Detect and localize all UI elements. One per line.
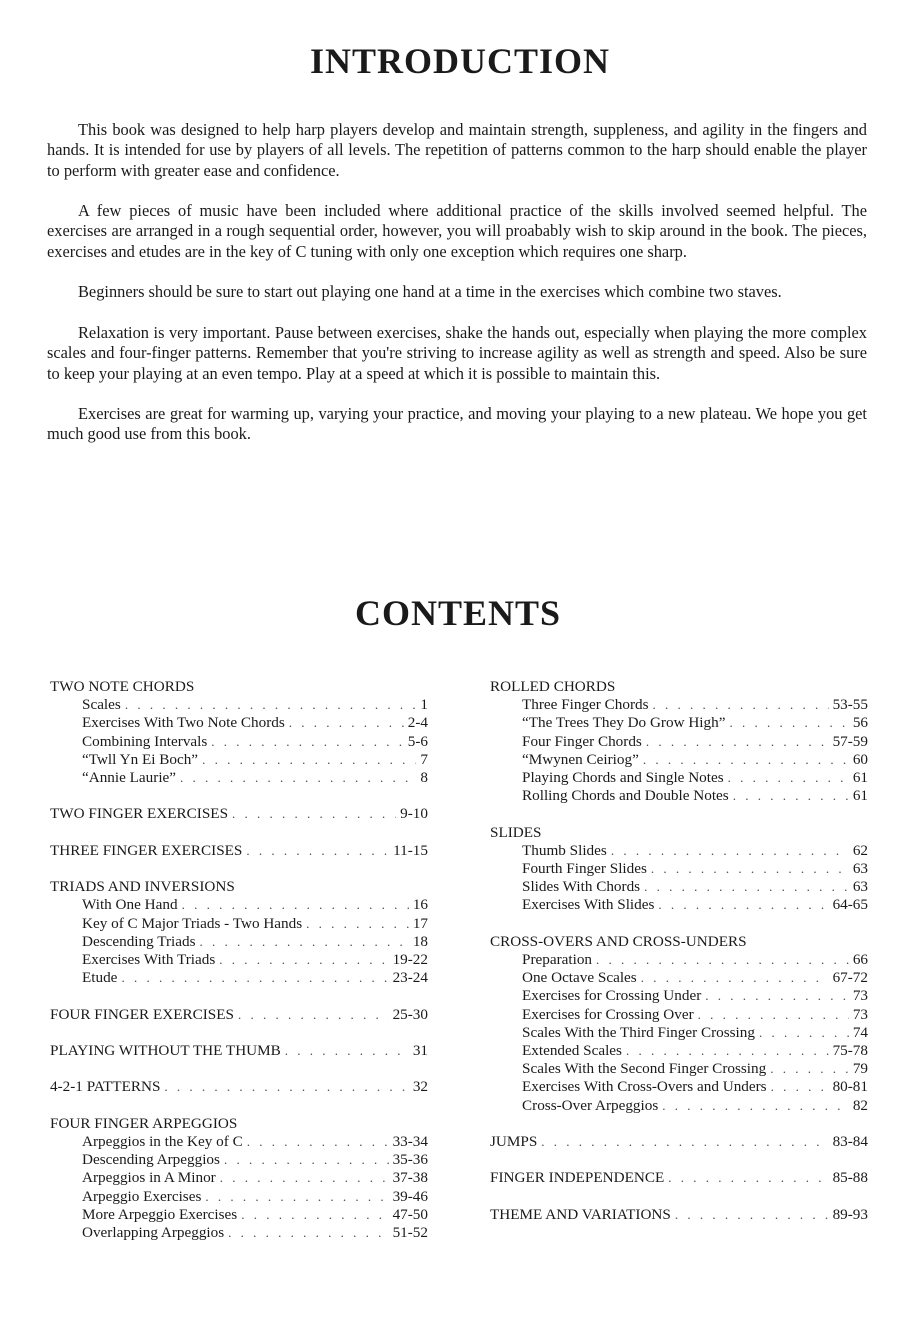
toc-section bbox=[50, 678, 428, 787]
toc-entry-label: Four Finger Chords bbox=[522, 732, 642, 750]
toc-entry-label: Slides With Chords bbox=[522, 878, 641, 896]
toc-page-number: 2-4 bbox=[407, 714, 428, 732]
introduction-body bbox=[47, 120, 867, 465]
toc-section-heading: CROSS-OVERS AND CROSS-UNDERS bbox=[490, 932, 747, 950]
toc-page-number: 51-52 bbox=[392, 1223, 428, 1241]
toc-heading-label: 4-2-1 PATTERNS bbox=[50, 1078, 161, 1096]
toc-section bbox=[50, 1078, 428, 1096]
toc-entry bbox=[50, 733, 428, 751]
toc-entry-label: “Annie Laurie” bbox=[82, 769, 177, 787]
toc-entry bbox=[490, 896, 868, 914]
toc-entry-label: With One Hand bbox=[82, 896, 178, 914]
toc-section-heading bbox=[490, 1169, 868, 1187]
toc-entry bbox=[50, 769, 428, 787]
toc-leader-dots bbox=[643, 751, 849, 769]
toc-leader-dots bbox=[698, 1006, 849, 1024]
toc-page-number: 61 bbox=[852, 787, 868, 805]
toc-page-number: 25-30 bbox=[392, 1005, 428, 1023]
toc-leader-dots bbox=[644, 878, 849, 896]
toc-entry-label: “The Trees They Do Grow High” bbox=[522, 714, 726, 732]
toc-leader-dots bbox=[199, 933, 408, 951]
toc-page-number: 83-84 bbox=[832, 1133, 868, 1151]
toc-leader-dots bbox=[306, 915, 409, 933]
toc-leader-dots bbox=[641, 969, 829, 987]
toc-entry bbox=[490, 696, 868, 714]
toc-page-number: 89-93 bbox=[832, 1205, 868, 1223]
intro-paragraph: Exercises are great for warming up, varying your practice, and moving your playing to a new plateau. We hope you get much good use from this book. bbox=[47, 404, 867, 444]
toc-leader-dots bbox=[729, 714, 848, 732]
toc-section bbox=[490, 1206, 868, 1224]
toc-page-number: 66 bbox=[852, 951, 868, 969]
toc-leader-dots bbox=[611, 842, 849, 860]
toc-page-number: 1 bbox=[420, 696, 428, 714]
toc-page-number: 8 bbox=[420, 769, 428, 787]
toc-entry bbox=[50, 714, 428, 732]
toc-section-heading: TWO NOTE CHORDS bbox=[50, 678, 195, 695]
introduction-title: INTRODUCTION bbox=[309, 41, 611, 81]
toc-leader-dots bbox=[662, 1097, 849, 1115]
toc-page-number: 5-6 bbox=[407, 732, 428, 750]
toc-page-number: 17 bbox=[412, 914, 428, 932]
toc-page-number: 9-10 bbox=[400, 805, 428, 823]
toc-leader-dots bbox=[232, 805, 396, 823]
toc-page-number: 37-38 bbox=[392, 1169, 428, 1187]
toc-leader-dots bbox=[675, 1206, 829, 1224]
toc-section bbox=[490, 933, 868, 1115]
toc-section-heading bbox=[50, 842, 428, 860]
toc-page-number: 67-72 bbox=[832, 969, 868, 987]
toc-entry bbox=[50, 1169, 428, 1187]
toc-page-number: 73 bbox=[852, 1005, 868, 1023]
toc-entry-label: Key of C Major Triads - Two Hands bbox=[82, 914, 303, 932]
toc-section-heading: TRIADS AND INVERSIONS bbox=[50, 878, 235, 896]
toc-leader-dots bbox=[651, 860, 849, 878]
toc-heading-label: FOUR FINGER EXERCISES bbox=[50, 1005, 234, 1023]
toc-entry bbox=[490, 733, 868, 751]
toc-page-number: 53-55 bbox=[832, 696, 868, 714]
toc-entry-label: Exercises for Crossing Over bbox=[522, 1005, 694, 1023]
toc-entry bbox=[490, 1006, 868, 1024]
toc-heading-label: FINGER INDEPENDENCE bbox=[490, 1169, 665, 1187]
toc-entry-label: Rolling Chords and Double Notes bbox=[522, 787, 729, 805]
toc-leader-dots bbox=[182, 896, 409, 914]
toc-section bbox=[50, 805, 428, 823]
toc-page-number: 74 bbox=[852, 1023, 868, 1041]
toc-entry bbox=[490, 751, 868, 769]
toc-leader-dots bbox=[219, 951, 388, 969]
toc-entry bbox=[490, 1078, 868, 1096]
toc-entry-label: Etude bbox=[82, 969, 118, 987]
toc-section-heading: ROLLED CHORDS bbox=[490, 678, 616, 695]
toc-heading-label: THREE FINGER EXERCISES bbox=[50, 841, 243, 859]
toc-section-heading bbox=[50, 1006, 428, 1024]
toc-section bbox=[50, 1115, 428, 1242]
toc-heading-label: TWO FINGER EXERCISES bbox=[50, 805, 229, 823]
intro-paragraph: A few pieces of music have been included where additional practice of the skills involved seemed helpful. The exercises are arranged in a rough sequential order, however, you will proabably wish to skip around in the book. The pieces, exercises and etudes are in the key of C tuning with only one exception which requires one sharp. bbox=[47, 201, 867, 261]
toc-entry bbox=[490, 842, 868, 860]
toc-leader-dots bbox=[202, 751, 416, 769]
toc-entry-label: Exercises With Two Note Chords bbox=[82, 714, 285, 732]
toc-page-number: 56 bbox=[852, 714, 868, 732]
toc-entry-label: Cross-Over Arpeggios bbox=[522, 1096, 659, 1114]
toc-entry-label: “Twll Yn Ei Boch” bbox=[82, 750, 199, 768]
toc-leader-dots bbox=[646, 733, 829, 751]
toc-section bbox=[490, 1133, 868, 1151]
toc-page-number: 60 bbox=[852, 750, 868, 768]
toc-entry bbox=[490, 860, 868, 878]
toc-page-number: 75-78 bbox=[832, 1042, 868, 1060]
toc-leader-dots bbox=[285, 1042, 409, 1060]
toc-leader-dots bbox=[771, 1078, 829, 1096]
toc-entry bbox=[50, 969, 428, 987]
toc-leader-dots bbox=[668, 1169, 828, 1187]
toc-entry bbox=[50, 696, 428, 714]
toc-entry bbox=[50, 933, 428, 951]
toc-leader-dots bbox=[220, 1169, 389, 1187]
toc-entry-label: “Mwynen Ceiriog” bbox=[522, 750, 639, 768]
toc-heading-label: JUMPS bbox=[490, 1133, 538, 1151]
toc-entry bbox=[50, 896, 428, 914]
toc-page-number: 16 bbox=[412, 896, 428, 914]
toc-page-number: 63 bbox=[852, 878, 868, 896]
toc-entry bbox=[50, 951, 428, 969]
toc-section-heading: SLIDES bbox=[490, 823, 542, 841]
toc-page-number: 62 bbox=[852, 841, 868, 859]
toc-leader-dots bbox=[541, 1133, 828, 1151]
toc-entry-label: Scales With the Third Finger Crossing bbox=[522, 1023, 755, 1041]
toc-entry-label: Exercises With Triads bbox=[82, 951, 216, 968]
toc-entry bbox=[50, 1133, 428, 1151]
toc-entry-label: Scales With the Second Finger Crossing bbox=[522, 1060, 767, 1078]
intro-paragraph: Relaxation is very important. Pause between exercises, shake the hands out, especially when playing the more complex scales and four-finger patterns. Remember that you're striving to increase agility as well as strength and speed. Also be sure to keep your playing at an even tempo. Play at a speed at which it is possible to maintain this. bbox=[47, 322, 867, 383]
toc-leader-dots bbox=[705, 987, 849, 1005]
toc-heading-label: THEME AND VARIATIONS bbox=[490, 1205, 671, 1223]
toc-entry bbox=[50, 1206, 428, 1224]
toc-entry bbox=[50, 915, 428, 933]
toc-section bbox=[50, 1042, 428, 1060]
toc-entry bbox=[490, 1024, 868, 1042]
toc-page-number: 32 bbox=[412, 1078, 428, 1096]
toc-entry-label: Descending Arpeggios bbox=[82, 1151, 220, 1169]
toc-leader-dots bbox=[241, 1206, 388, 1224]
toc-section bbox=[50, 842, 428, 860]
toc-leader-dots bbox=[733, 787, 849, 805]
toc-entry bbox=[490, 1097, 868, 1115]
toc-entry-label: One Octave Scales bbox=[522, 969, 637, 987]
toc-leader-dots bbox=[238, 1006, 389, 1024]
toc-leader-dots bbox=[247, 1133, 389, 1151]
toc-leader-dots bbox=[626, 1042, 829, 1060]
toc-entry-label: Exercises for Crossing Under bbox=[522, 987, 702, 1005]
toc-entry bbox=[50, 1151, 428, 1169]
toc-leader-dots bbox=[205, 1188, 388, 1206]
toc-entry-label: Overlapping Arpeggios bbox=[82, 1223, 225, 1241]
toc-section bbox=[490, 824, 868, 915]
toc-entry-label: Thumb Slides bbox=[522, 841, 607, 859]
toc-page-number: 61 bbox=[852, 769, 868, 787]
toc-section-heading bbox=[50, 805, 428, 823]
toc-entry-label: Three Finger Chords bbox=[522, 696, 649, 714]
toc-section-heading bbox=[50, 1078, 428, 1096]
toc-entry-label: Scales bbox=[82, 696, 121, 714]
toc-leader-dots bbox=[653, 696, 829, 714]
toc-leader-dots bbox=[180, 769, 416, 787]
toc-section-heading bbox=[490, 1206, 868, 1224]
toc-leader-dots bbox=[228, 1224, 388, 1242]
toc-page-number: 39-46 bbox=[392, 1187, 428, 1205]
contents-title: CONTENTS bbox=[354, 593, 562, 633]
toc-entry bbox=[490, 951, 868, 969]
toc-leader-dots bbox=[728, 769, 849, 787]
toc-page-number: 18 bbox=[412, 932, 428, 950]
toc-entry bbox=[490, 769, 868, 787]
toc-leader-dots bbox=[246, 842, 389, 860]
toc-page-number: 47-50 bbox=[392, 1205, 428, 1223]
toc-entry bbox=[50, 751, 428, 769]
toc-entry bbox=[490, 1042, 868, 1060]
toc-leader-dots bbox=[211, 733, 403, 751]
toc-entry-label: More Arpeggio Exercises bbox=[82, 1205, 238, 1223]
toc-heading-label: PLAYING WITHOUT THE THUMB bbox=[50, 1041, 281, 1059]
contents-right-column bbox=[490, 678, 868, 1242]
toc-leader-dots bbox=[770, 1060, 849, 1078]
toc-entry-label: Exercises With Cross-Overs and Unders bbox=[522, 1078, 767, 1096]
toc-entry bbox=[50, 1188, 428, 1206]
toc-entry bbox=[490, 787, 868, 805]
toc-page-number: 31 bbox=[412, 1041, 428, 1059]
toc-page-number: 85-88 bbox=[832, 1169, 868, 1187]
toc-entry bbox=[490, 987, 868, 1005]
toc-page-number: 79 bbox=[852, 1060, 868, 1078]
toc-section-heading bbox=[490, 1133, 868, 1151]
toc-page-number: 73 bbox=[852, 987, 868, 1005]
toc-entry-label: Exercises With Slides bbox=[522, 896, 655, 914]
toc-leader-dots bbox=[759, 1024, 849, 1042]
toc-page-number: 35-36 bbox=[392, 1151, 428, 1169]
toc-leader-dots bbox=[125, 696, 417, 714]
toc-entry bbox=[490, 1060, 868, 1078]
contents-left-column bbox=[50, 678, 428, 1260]
toc-page-number: 33-34 bbox=[392, 1132, 428, 1150]
toc-entry-label: Combining Intervals bbox=[82, 732, 208, 750]
toc-leader-dots bbox=[289, 714, 404, 732]
toc-section-heading bbox=[50, 1042, 428, 1060]
toc-page-number: 80-81 bbox=[832, 1078, 868, 1096]
toc-page-number: 11-15 bbox=[393, 841, 428, 859]
toc-page-number: 19-22 bbox=[392, 951, 428, 968]
toc-entry-label: Preparation bbox=[522, 951, 593, 969]
toc-entry-label: Arpeggios in the Key of C bbox=[82, 1132, 243, 1150]
toc-section-heading: FOUR FINGER ARPEGGIOS bbox=[50, 1114, 238, 1132]
toc-page-number: 57-59 bbox=[832, 732, 868, 750]
toc-section bbox=[490, 678, 868, 805]
toc-entry bbox=[490, 969, 868, 987]
toc-page-number: 23-24 bbox=[392, 969, 428, 987]
toc-section bbox=[490, 1169, 868, 1187]
toc-section bbox=[50, 878, 428, 987]
toc-entry bbox=[490, 714, 868, 732]
toc-leader-dots bbox=[121, 969, 388, 987]
toc-page-number: 63 bbox=[852, 860, 868, 878]
toc-entry-label: Arpeggios in A Minor bbox=[82, 1169, 216, 1187]
toc-entry-label: Fourth Finger Slides bbox=[522, 860, 647, 878]
toc-page-number: 64-65 bbox=[832, 896, 868, 914]
toc-entry bbox=[50, 1224, 428, 1242]
intro-paragraph: Beginners should be sure to start out playing one hand at a time in the exercises which combine two staves. bbox=[78, 282, 782, 302]
toc-leader-dots bbox=[164, 1078, 408, 1096]
toc-page-number: 82 bbox=[852, 1096, 868, 1114]
toc-leader-dots bbox=[596, 951, 849, 969]
toc-entry-label: Arpeggio Exercises bbox=[82, 1187, 202, 1205]
toc-leader-dots bbox=[658, 896, 828, 914]
toc-leader-dots bbox=[224, 1151, 389, 1169]
toc-entry-label: Descending Triads bbox=[82, 932, 196, 950]
toc-entry-label: Playing Chords and Single Notes bbox=[522, 769, 724, 787]
intro-paragraph: This book was designed to help harp players develop and maintain strength, suppleness, and agility in the fingers and hands. It is intended for use by players of all levels. The repetition of patterns common to the harp should enable the player to perform with greater ease and confidence. bbox=[47, 120, 867, 180]
toc-page-number: 7 bbox=[420, 750, 428, 768]
toc-entry bbox=[490, 878, 868, 896]
toc-entry-label: Extended Scales bbox=[522, 1042, 622, 1060]
toc-section bbox=[50, 1006, 428, 1024]
